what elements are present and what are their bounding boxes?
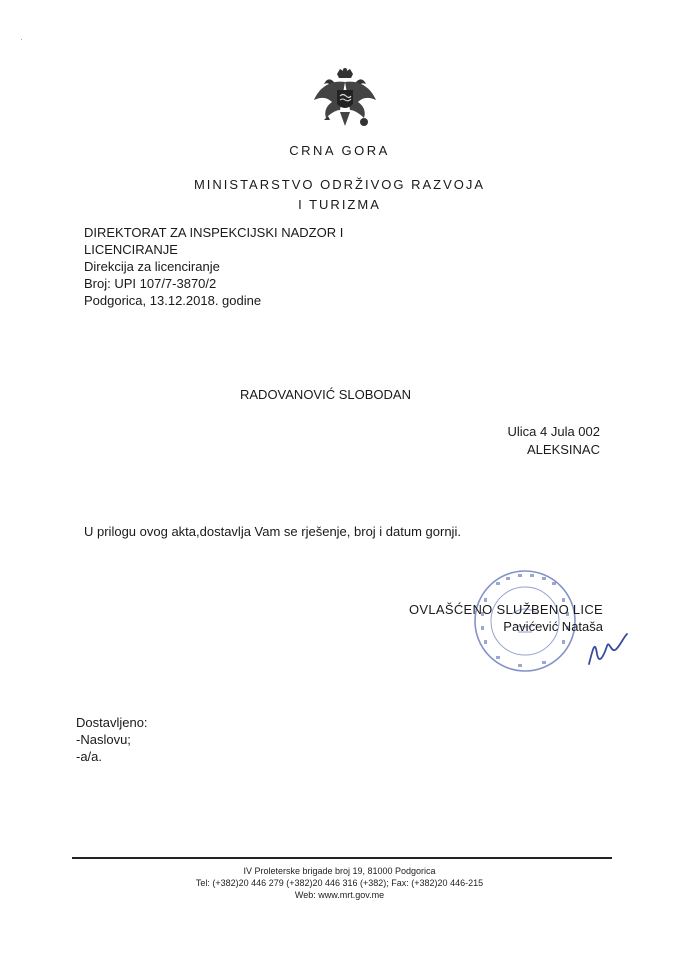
department-line-2: LICENCIRANJE [84, 242, 178, 257]
footer [0, 865, 679, 901]
distribution-item: -Naslovu; [76, 732, 131, 747]
scan-mark: · [20, 34, 23, 44]
distribution-title: Dostavljeno: [76, 715, 148, 730]
department-block [84, 224, 414, 309]
distribution-list [76, 714, 148, 765]
ministry-line-1: MINISTARSTVO ODRŽIVOG RAZVOJA [193, 177, 486, 192]
addressee-city: ALEKSINAC [527, 442, 600, 457]
ministry-line-2: I TURIZMA [298, 197, 381, 212]
coat-of-arms-icon [310, 66, 380, 136]
ministry-heading [0, 175, 679, 215]
distribution-item: -a/a. [76, 749, 103, 764]
footer-address: IV Proleterske brigade broj 19, 81000 Podgorica [243, 866, 436, 876]
addressee-street: Ulica 4 Jula 002 [507, 424, 600, 439]
place-and-date: Podgorica, 13.12.2018. godine [84, 293, 262, 308]
reference-number: Broj: UPI 107/7-3870/2 [84, 276, 217, 291]
country-heading: CRNA GORA [289, 143, 390, 158]
signatory-role: OVLAŠĆENO SLUŽBENO LICE [408, 602, 603, 617]
footer-phone-fax: Tel: (+382)20 446 279 (+382)20 446 316 (+382); Fax: (+382)20 446-215 [195, 878, 484, 888]
addressee-address [508, 423, 601, 459]
letter-body: U prilogu ovog akta,dostavlja Vam se rješenje, broj i datum gornji. [84, 524, 461, 539]
footer-divider [72, 857, 612, 859]
signatory-name: Pavićević Nataša [503, 619, 603, 634]
department-line-3: Direkcija za licenciranje [84, 259, 220, 274]
addressee-name: RADOVANOVIĆ SLOBODAN [240, 387, 411, 402]
signatory-block [409, 601, 603, 635]
department-line-1: DIREKTORAT ZA INSPEKCIJSKI NADZOR I [84, 225, 344, 240]
footer-website: Web: www.mrt.gov.me [294, 890, 385, 900]
